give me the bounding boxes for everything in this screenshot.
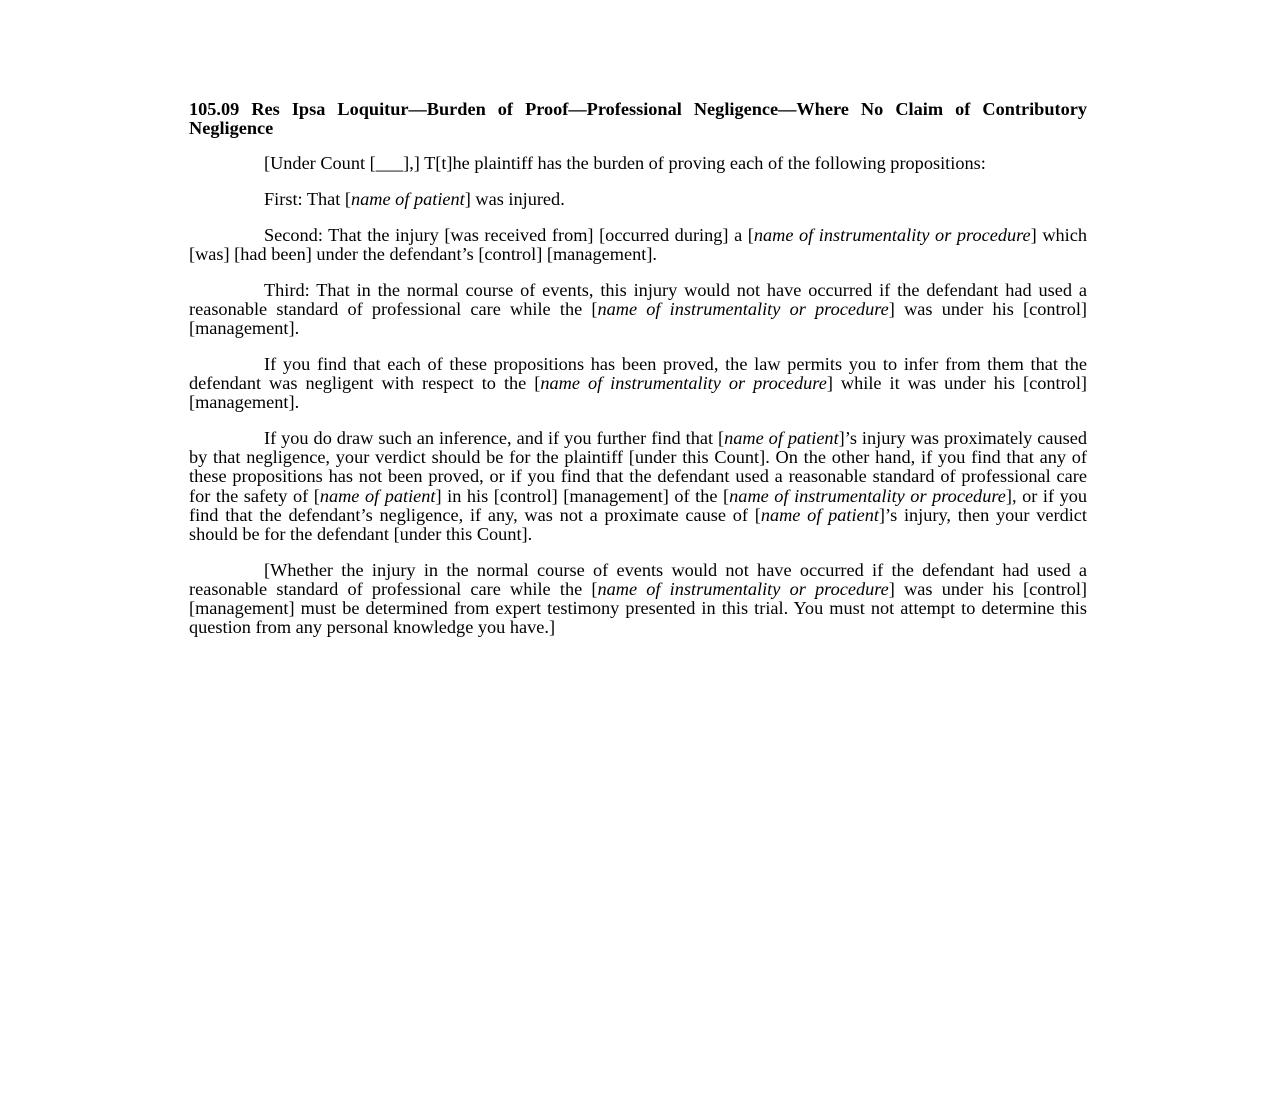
document-title: 105.09 Res Ipsa Loquitur—Burden of Proof—Professional Negligence—Where No Claim of Contributory Negligence — [189, 99, 1087, 139]
placeholder-text: name of instrumentality or procedure — [540, 373, 827, 394]
text-run: [Under Count [___],] T[t]he plaintiff has the burden of proving each of the following propositions: — [264, 153, 986, 174]
expert-testimony-paragraph — [189, 561, 1087, 638]
document-body — [189, 154, 1087, 637]
text-run: ] was under his [control] [management]. — [189, 298, 1087, 339]
placeholder-text: name of patient — [351, 189, 465, 210]
placeholder-text: name of instrumentality or procedure — [597, 298, 889, 319]
inference-paragraph — [189, 355, 1087, 413]
text-run: [Whether the injury in the normal course of events would not have occurred if the defendant had used a reasonable standard of professional care while the [ — [189, 559, 1087, 599]
placeholder-text: name of instrumentality or procedure — [753, 224, 1031, 245]
placeholder-text: name of patient — [760, 504, 879, 525]
placeholder-text: name of instrumentality or procedure — [597, 578, 889, 599]
placeholder-text: name of patient — [319, 485, 436, 506]
third-proposition-paragraph — [189, 281, 1087, 339]
placeholder-text: name of instrumentality or procedure — [729, 485, 1006, 506]
text-run: ] in his [control] [management] of the [ — [435, 485, 730, 506]
text-run: If you find that each of these propositions has been proved, the law permits you to infer from them that the defendant was negligent with respect to the [ — [189, 353, 1087, 394]
text-run: Third: That in the normal course of events, this injury would not have occurred if the defendant had used a reasonable standard of professional care while the [ — [189, 279, 1087, 319]
text-run: If you do draw such an inference, and if you further find that [ — [264, 427, 725, 448]
burden-intro-paragraph — [189, 154, 1087, 173]
placeholder-text: name of patient — [724, 427, 839, 448]
text-run: First: That [ — [264, 189, 352, 210]
text-run: Second: That the injury [was received from] [occurred during] a [ — [264, 224, 754, 245]
text-run: ] was under his [control] [management] must be determined from expert testimony presented in this trial. You must not attempt to determine this question from any personal knowledge you have.] — [189, 578, 1087, 638]
document-page — [189, 100, 1087, 654]
text-run: ], or if you find that the defendant’s negligence, if any, was not a proximate cause of [ — [189, 485, 1088, 525]
verdict-paragraph — [189, 429, 1087, 544]
text-run: ]’s injury was proximately caused by that negligence, your verdict should be for the plaintiff [under this Count]. On the other hand, if you find that any of these propositions has not been proved, or if you find that the defendant used a reasonable standard of professional care for the safety of [ — [189, 427, 1088, 506]
second-proposition-paragraph — [189, 226, 1087, 264]
text-run: ] was injured. — [464, 189, 565, 210]
text-run: ] while it was under his [control] [management]. — [189, 373, 1087, 413]
text-run: ]’s injury, then your verdict should be for the defendant [under this Count]. — [189, 504, 1087, 544]
text-run: ] which [was] [had been] under the defendant’s [control] [management]. — [189, 224, 1088, 265]
first-proposition-paragraph — [189, 190, 1087, 209]
